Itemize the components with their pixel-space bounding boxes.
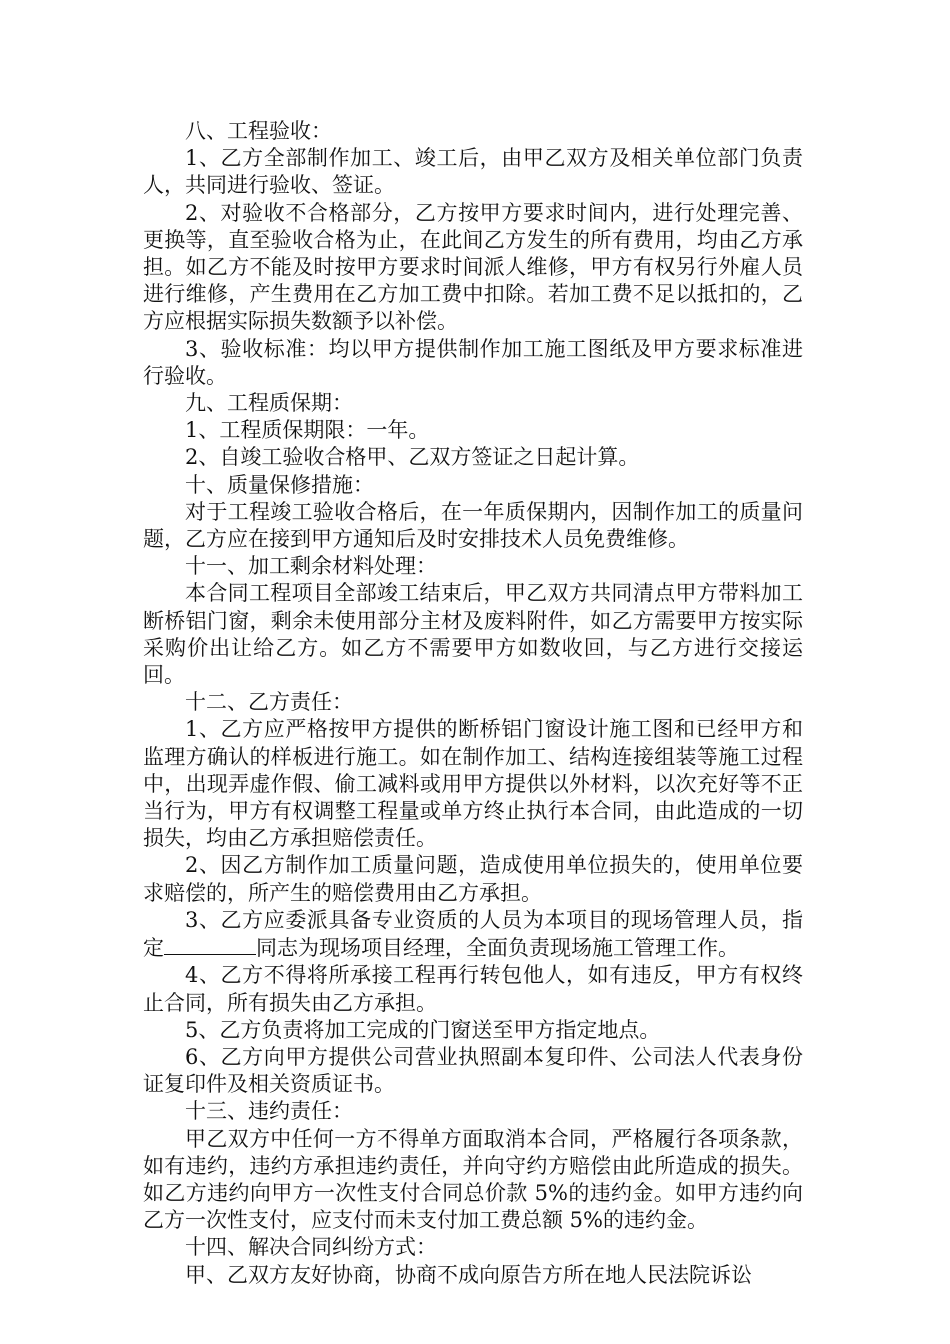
- section-14-paragraph: 甲、乙双方友好协商，协商不成向原告方所在地人民法院诉讼: [185, 1262, 752, 1287]
- section-8-item-2: 2、对验收不合格部分，乙方按甲方要求时间内，进行处理完善、更换等，直至验收合格为止，在此间乙方发生的所有费用，均由乙方承担。如乙方不能及时按甲方要求时间派人维修，甲方有权另行外雇人员进行维修，产生费用在乙方加工费中扣除。若加工费不足以抵扣的，乙方应根据实际损失数额予以补偿。: [143, 200, 803, 334]
- section-11-paragraph: 本合同工程项目全部竣工结束后，甲乙双方共同清点甲方带料加工断桥铝门窗，剩余未使用部分主材及废料附件，如乙方需要甲方按实际采购价出让给乙方。如乙方不需要甲方如数收回，与乙方进行交接运回。: [143, 581, 803, 688]
- section-12-item-2: 2、因乙方制作加工质量问题，造成使用单位损失的，使用单位要求赔偿的，所产生的赔偿费用由乙方承担。: [143, 853, 803, 905]
- section-12-item-3-text-after: 同志为现场项目经理，全面负责现场施工管理工作。: [256, 936, 739, 961]
- section-9-item-2: 2、自竣工验收合格甲、乙双方签证之日起计算。: [185, 445, 640, 470]
- section-10-heading: 十、质量保修措施：: [185, 472, 374, 497]
- section-8-item-1: 1、乙方全部制作加工、竣工后，由甲乙双方及相关单位部门负责人，共同进行验收、签证。: [143, 146, 803, 198]
- section-12-item-5: 5、乙方负责将加工完成的门窗送至甲方指定地点。: [185, 1017, 661, 1042]
- section-12-item-3-text-before: 3、乙方应委派具备专业资质的人员为本项目的现场管理人员，指定: [143, 907, 803, 961]
- section-13-paragraph: 甲乙双方中任何一方不得单方面取消本合同，严格履行各项条款，如有违约，违约方承担违约责任，并向守约方赔偿由此所造成的损失。如乙方违约向甲方一次性支付合同总价款 5%的违约金。如甲方违约向乙方一次性支付，应支付而未支付加工费总额 5%的违约金。: [143, 1126, 803, 1233]
- section-8-heading: 八、工程验收：: [185, 119, 332, 143]
- section-14-heading: 十四、解决合同纠纷方式：: [185, 1235, 437, 1260]
- section-12-item-4: 4、乙方不得将所承接工程再行转包他人，如有违反，甲方有权终止合同，所有损失由乙方承担。: [143, 963, 803, 1015]
- section-12-item-6: 6、乙方向甲方提供公司营业执照副本复印件、公司法人代表身份证复印件及相关资质证书。: [143, 1044, 803, 1097]
- section-12-item-1: 1、乙方应严格按甲方提供的断桥铝门窗设计施工图和已经甲方和监理方确认的样板进行施工。如在制作加工、结构连接组装等施工过程中，出现弄虚作假、偷工减料或用甲方提供以外材料，以次充好等不正当行为，甲方有权调整工程量或单方终止执行本合同，由此造成的一切损失，均由乙方承担赔偿责任。: [143, 717, 803, 851]
- document-body: [143, 118, 803, 1289]
- section-8-item-3: 3、验收标准：均以甲方提供制作加工施工图纸及甲方要求标准进行验收。: [143, 336, 803, 388]
- project-manager-blank-line: [164, 934, 256, 955]
- section-11-heading: 十一、加工剩余材料处理：: [185, 554, 437, 579]
- section-10-paragraph: 对于工程竣工验收合格后，在一年质保期内，因制作加工的质量问题，乙方应在接到甲方通知后及时安排技术人员免费维修。: [143, 499, 803, 552]
- section-12-item-3: [143, 907, 803, 962]
- section-9-item-1: 1、工程质保期限：一年。: [185, 418, 430, 443]
- section-12-heading: 十二、乙方责任：: [185, 690, 353, 715]
- section-13-heading: 十三、违约责任：: [185, 1099, 353, 1124]
- section-9-heading: 九、工程质保期：: [185, 391, 353, 416]
